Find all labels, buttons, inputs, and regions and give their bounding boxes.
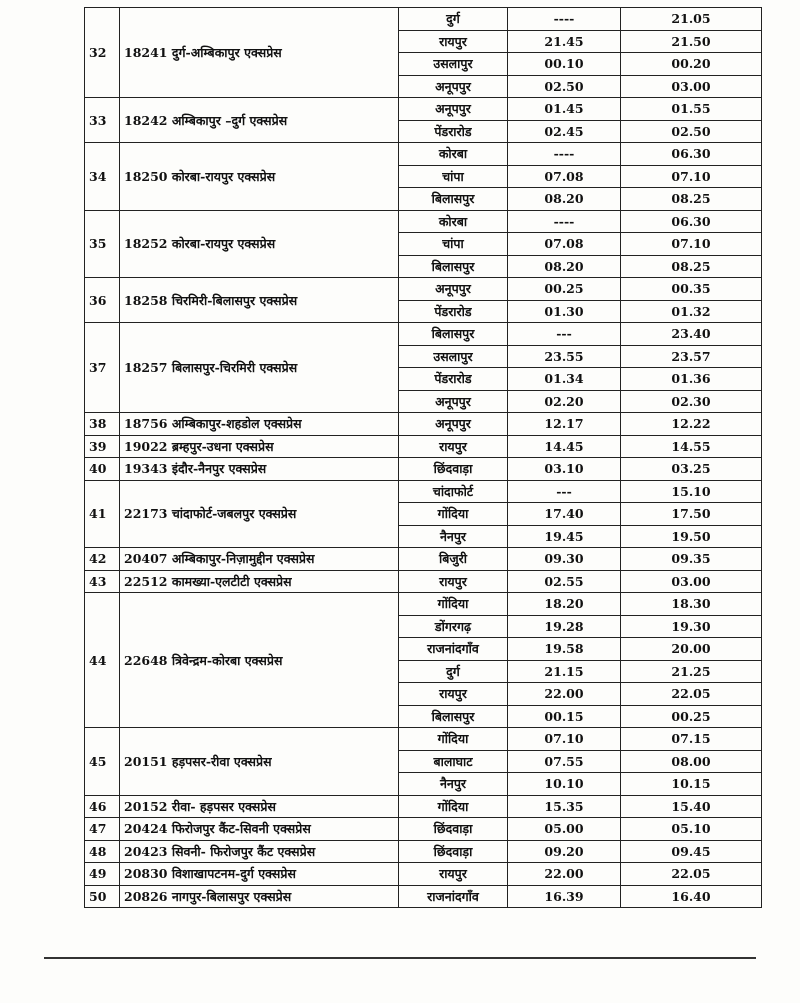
arrival-time: 01.34 [508, 368, 621, 391]
arrival-time: 00.10 [508, 53, 621, 76]
departure-time: 00.25 [621, 705, 762, 728]
departure-time: 17.50 [621, 503, 762, 526]
train-row [85, 480, 762, 503]
departure-time: 05.10 [621, 818, 762, 841]
station-name: कोरबा [399, 143, 508, 166]
station-name: अनूपपुर [399, 390, 508, 413]
serial-number: 37 [85, 323, 120, 413]
arrival-time: 08.20 [508, 255, 621, 278]
station-name: राजनांदगाँव [399, 885, 508, 908]
serial-number: 48 [85, 840, 120, 863]
departure-time: 07.10 [621, 233, 762, 256]
serial-number: 44 [85, 593, 120, 728]
arrival-time: 01.45 [508, 98, 621, 121]
station-name: बालाघाट [399, 750, 508, 773]
serial-number: 50 [85, 885, 120, 908]
departure-time: 21.50 [621, 30, 762, 53]
serial-number: 42 [85, 548, 120, 571]
arrival-time: 23.55 [508, 345, 621, 368]
departure-time: 00.20 [621, 53, 762, 76]
station-name: बिलासपुर [399, 255, 508, 278]
departure-time: 06.30 [621, 210, 762, 233]
arrival-time: 02.50 [508, 75, 621, 98]
station-name: अनूपपुर [399, 75, 508, 98]
station-name: उसलापुर [399, 53, 508, 76]
departure-time: 21.25 [621, 660, 762, 683]
arrival-time: --- [508, 480, 621, 503]
station-name: दुर्ग [399, 8, 508, 31]
departure-time: 08.25 [621, 255, 762, 278]
station-name: दुर्ग [399, 660, 508, 683]
departure-time: 01.32 [621, 300, 762, 323]
serial-number: 35 [85, 210, 120, 278]
station-name: डोंगरगढ़ [399, 615, 508, 638]
train-name: 20407 अम्बिकापुर-निज़ामुद्दीन एक्सप्रेस [120, 548, 399, 571]
train-row [85, 210, 762, 233]
departure-time: 19.30 [621, 615, 762, 638]
departure-time: 19.50 [621, 525, 762, 548]
departure-time: 15.10 [621, 480, 762, 503]
departure-time: 15.40 [621, 795, 762, 818]
train-row [85, 795, 762, 818]
train-row [85, 323, 762, 346]
arrival-time: 12.17 [508, 413, 621, 436]
arrival-time: 01.30 [508, 300, 621, 323]
serial-number: 39 [85, 435, 120, 458]
arrival-time: 02.55 [508, 570, 621, 593]
train-name: 19343 इंदौर-नैनपुर एक्सप्रेस [120, 458, 399, 481]
arrival-time: 07.55 [508, 750, 621, 773]
station-name: छिंदवाड़ा [399, 818, 508, 841]
departure-time: 03.25 [621, 458, 762, 481]
departure-time: 09.45 [621, 840, 762, 863]
arrival-time: 17.40 [508, 503, 621, 526]
station-name: अनूपपुर [399, 98, 508, 121]
train-row [85, 278, 762, 301]
departure-time: 08.00 [621, 750, 762, 773]
arrival-time: 21.15 [508, 660, 621, 683]
station-name: बिलासपुर [399, 705, 508, 728]
arrival-time: 21.45 [508, 30, 621, 53]
train-row [85, 818, 762, 841]
departure-time: 03.00 [621, 75, 762, 98]
arrival-time: 07.08 [508, 165, 621, 188]
train-row [85, 570, 762, 593]
serial-number: 47 [85, 818, 120, 841]
serial-number: 46 [85, 795, 120, 818]
serial-number: 41 [85, 480, 120, 548]
station-name: पेंडरारोड [399, 300, 508, 323]
station-name: बिलासपुर [399, 188, 508, 211]
station-name: गोंदिया [399, 795, 508, 818]
arrival-time: 15.35 [508, 795, 621, 818]
station-name: पेंडरारोड [399, 120, 508, 143]
departure-time: 14.55 [621, 435, 762, 458]
arrival-time: 14.45 [508, 435, 621, 458]
serial-number: 32 [85, 8, 120, 98]
departure-time: 20.00 [621, 638, 762, 661]
station-name: पेंडरारोड [399, 368, 508, 391]
train-name: 20424 फिरोजपुर कैंट-सिवनी एक्सप्रेस [120, 818, 399, 841]
arrival-time: 10.10 [508, 773, 621, 796]
departure-time: 06.30 [621, 143, 762, 166]
train-row [85, 840, 762, 863]
serial-number: 36 [85, 278, 120, 323]
departure-time: 10.15 [621, 773, 762, 796]
train-row [85, 8, 762, 31]
station-name: बिजुरी [399, 548, 508, 571]
arrival-time: ---- [508, 8, 621, 31]
arrival-time: 07.08 [508, 233, 621, 256]
train-name: 18756 अम्बिकापुर-शहडोल एक्सप्रेस [120, 413, 399, 436]
station-name: गोंदिया [399, 503, 508, 526]
arrival-time: 22.00 [508, 683, 621, 706]
train-row [85, 863, 762, 886]
arrival-time: 19.45 [508, 525, 621, 548]
train-row [85, 143, 762, 166]
train-name: 18257 बिलासपुर-चिरमिरी एक्सप्रेस [120, 323, 399, 413]
train-row [85, 593, 762, 616]
train-name: 18241 दुर्ग-अम्बिकापुर एक्सप्रेस [120, 8, 399, 98]
station-name: गोंदिया [399, 593, 508, 616]
station-name: रायपुर [399, 570, 508, 593]
train-name: 20826 नागपुर-बिलासपुर एक्सप्रेस [120, 885, 399, 908]
train-name: 20152 रीवा- हड़पसर एक्सप्रेस [120, 795, 399, 818]
departure-time: 02.30 [621, 390, 762, 413]
departure-time: 08.25 [621, 188, 762, 211]
arrival-time: 09.30 [508, 548, 621, 571]
station-name: अनूपपुर [399, 278, 508, 301]
departure-time: 07.15 [621, 728, 762, 751]
train-row [85, 458, 762, 481]
arrival-time: 18.20 [508, 593, 621, 616]
serial-number: 40 [85, 458, 120, 481]
train-name: 18258 चिरमिरी-बिलासपुर एक्सप्रेस [120, 278, 399, 323]
train-row [85, 728, 762, 751]
serial-number: 43 [85, 570, 120, 593]
departure-time: 23.40 [621, 323, 762, 346]
serial-number: 38 [85, 413, 120, 436]
arrival-time: 07.10 [508, 728, 621, 751]
station-name: गोंदिया [399, 728, 508, 751]
departure-time: 22.05 [621, 863, 762, 886]
arrival-time: 19.28 [508, 615, 621, 638]
train-name: 22512 कामख्या-एलटीटी एक्सप्रेस [120, 570, 399, 593]
train-row [85, 413, 762, 436]
arrival-time: --- [508, 323, 621, 346]
station-name: नैनपुर [399, 525, 508, 548]
train-row [85, 98, 762, 121]
station-name: छिंदवाड़ा [399, 458, 508, 481]
arrival-time: 00.25 [508, 278, 621, 301]
arrival-time: 19.58 [508, 638, 621, 661]
train-row [85, 435, 762, 458]
arrival-time: 03.10 [508, 458, 621, 481]
train-name: 19022 ब्रम्हपुर-उधना एक्सप्रेस [120, 435, 399, 458]
departure-time: 01.36 [621, 368, 762, 391]
station-name: रायपुर [399, 683, 508, 706]
departure-time: 03.00 [621, 570, 762, 593]
station-name: रायपुर [399, 863, 508, 886]
station-name: चांपा [399, 233, 508, 256]
arrival-time: 22.00 [508, 863, 621, 886]
arrival-time: 02.20 [508, 390, 621, 413]
serial-number: 34 [85, 143, 120, 211]
departure-time: 12.22 [621, 413, 762, 436]
serial-number: 45 [85, 728, 120, 796]
arrival-time: 02.45 [508, 120, 621, 143]
train-timetable [84, 7, 762, 908]
train-row [85, 885, 762, 908]
station-name: उसलापुर [399, 345, 508, 368]
arrival-time: 16.39 [508, 885, 621, 908]
station-name: रायपुर [399, 435, 508, 458]
station-name: कोरबा [399, 210, 508, 233]
train-row [85, 548, 762, 571]
station-name: अनूपपुर [399, 413, 508, 436]
departure-time: 07.10 [621, 165, 762, 188]
train-name: 20830 विशाखापटनम-दुर्ग एक्सप्रेस [120, 863, 399, 886]
station-name: नैनपुर [399, 773, 508, 796]
station-name: चांपा [399, 165, 508, 188]
arrival-time: ---- [508, 210, 621, 233]
departure-time: 21.05 [621, 8, 762, 31]
arrival-time: 09.20 [508, 840, 621, 863]
departure-time: 01.55 [621, 98, 762, 121]
departure-time: 09.35 [621, 548, 762, 571]
station-name: रायपुर [399, 30, 508, 53]
departure-time: 16.40 [621, 885, 762, 908]
arrival-time: ---- [508, 143, 621, 166]
departure-time: 23.57 [621, 345, 762, 368]
train-name: 18250 कोरबा-रायपुर एक्सप्रेस [120, 143, 399, 211]
train-name: 20423 सिवनी- फिरोजपुर कैंट एक्सप्रेस [120, 840, 399, 863]
train-name: 18252 कोरबा-रायपुर एक्सप्रेस [120, 210, 399, 278]
serial-number: 33 [85, 98, 120, 143]
departure-time: 00.35 [621, 278, 762, 301]
timetable-body [85, 8, 762, 908]
station-name: राजनांदगाँव [399, 638, 508, 661]
bottom-rule-divider [44, 957, 756, 959]
arrival-time: 05.00 [508, 818, 621, 841]
departure-time: 18.30 [621, 593, 762, 616]
train-name: 22173 चांदाफोर्ट-जबलपुर एक्सप्रेस [120, 480, 399, 548]
departure-time: 02.50 [621, 120, 762, 143]
station-name: बिलासपुर [399, 323, 508, 346]
station-name: चांदाफोर्ट [399, 480, 508, 503]
arrival-time: 00.15 [508, 705, 621, 728]
train-name: 18242 अम्बिकापुर –दुर्ग एक्सप्रेस [120, 98, 399, 143]
serial-number: 49 [85, 863, 120, 886]
departure-time: 22.05 [621, 683, 762, 706]
train-name: 20151 हड़पसर-रीवा एक्सप्रेस [120, 728, 399, 796]
arrival-time: 08.20 [508, 188, 621, 211]
station-name: छिंदवाड़ा [399, 840, 508, 863]
train-name: 22648 त्रिवेन्द्रम-कोरबा एक्सप्रेस [120, 593, 399, 728]
